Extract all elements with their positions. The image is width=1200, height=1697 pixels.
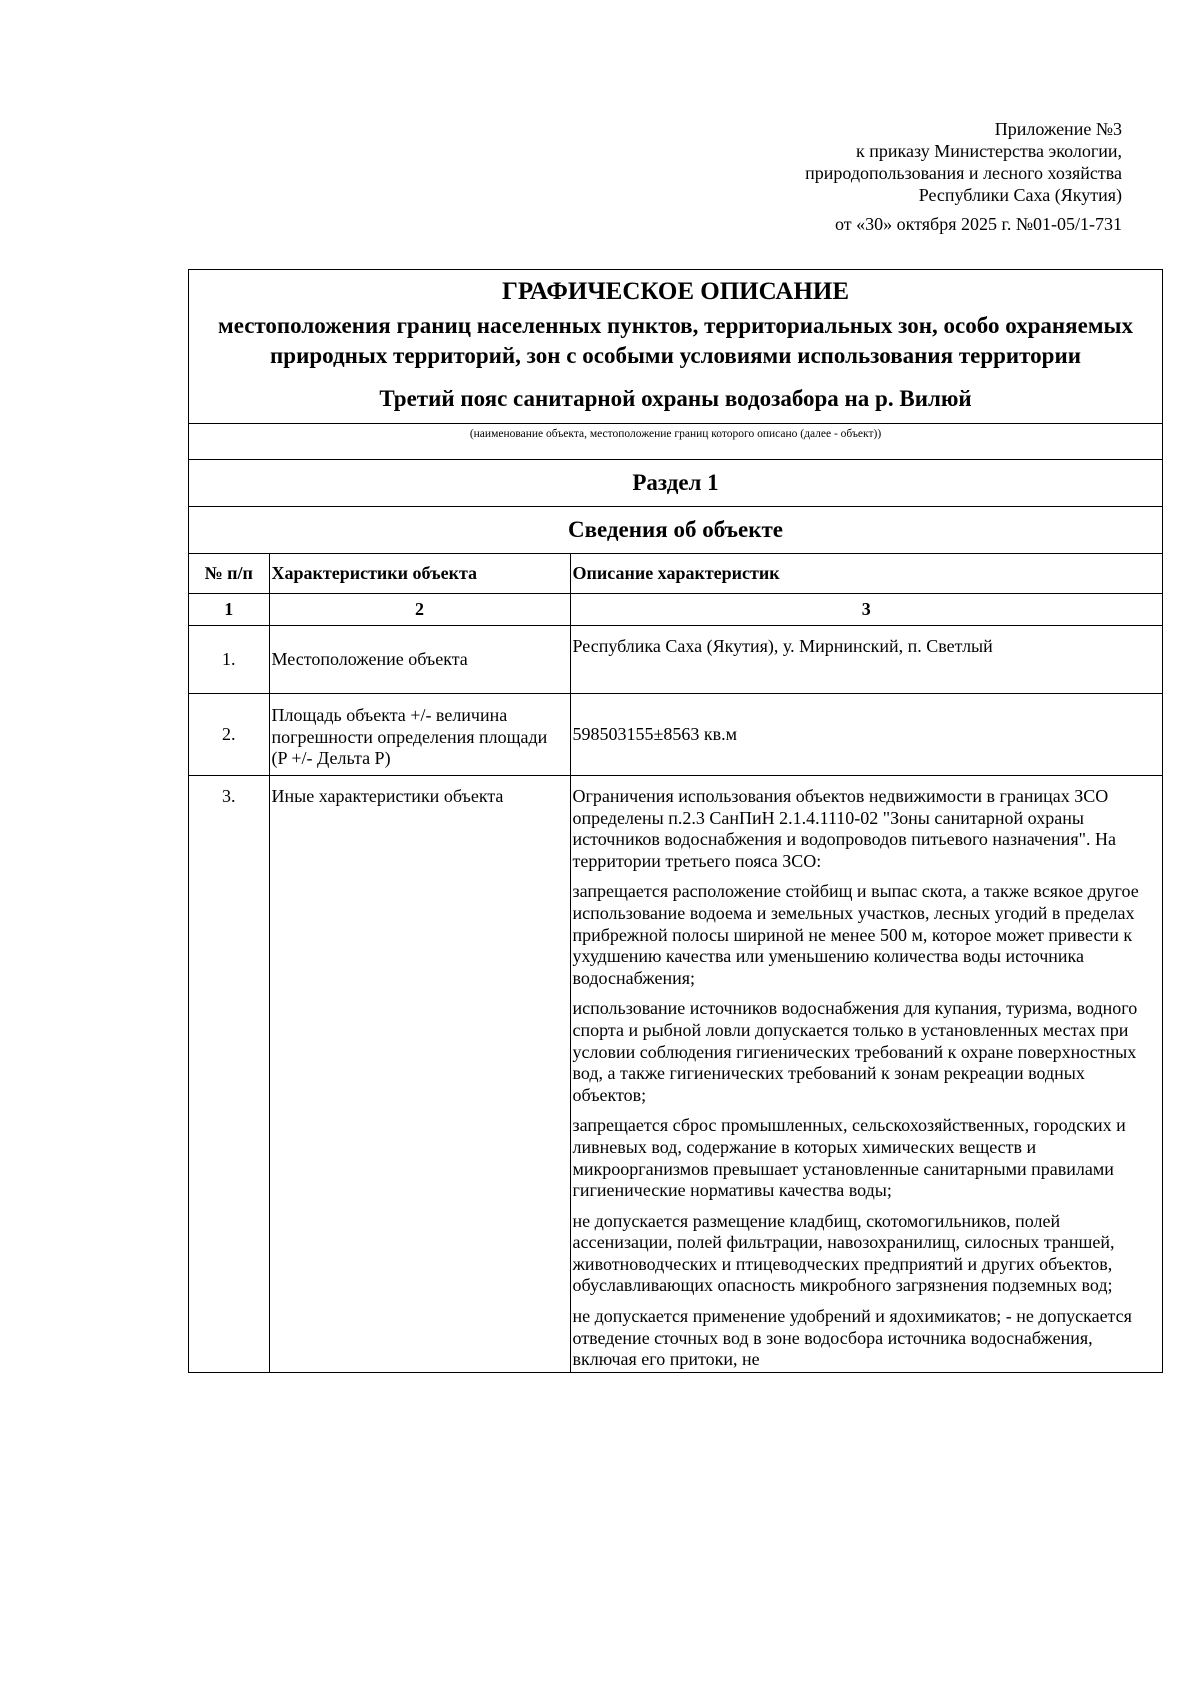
table-header-row [189,554,1162,594]
title-block [189,270,1162,423]
description-paragraph: Республика Саха (Якутия), у. Мирнинский, п. Светлый [572,636,993,656]
row-number: 1. [189,626,269,694]
column-header-number: № п/п [189,554,269,594]
column-header-characteristic: Характеристики объекта [269,554,570,594]
description-paragraph: 598503155±8563 кв.м [572,723,738,744]
document-title: ГРАФИЧЕСКОЕ ОПИСАНИЕ [501,278,850,305]
document-frame [188,269,1163,1373]
republic-name: Республики Саха (Якутия) [918,185,1122,205]
column-header-description: Описание характеристик [570,554,1162,594]
description-paragraph: Ограничения использования объектов недвижимости в границах ЗСО определены п.2.3 СанПиН 2.1.4.1110-02 "Зоны санитарной охраны источников водоснабжения и водопроводов питьевого назначения". На территории третьего пояса ЗСО: [572,786,1116,871]
appendix-header [662,118,1122,235]
table-row [189,626,1162,694]
column-number: 2 [269,594,570,626]
order-date-number: от «30» октября 2025 г. №01-05/1-731 [835,214,1122,234]
description-paragraph: не допускается размещение кладбищ, скотомогильников, полей ассенизации, полей фильтрации, навозохранилищ, силосных траншей, животноводческих и птицеводческих предприятий и других объектов, обуславливающих опасность микробного загрязнения подземных вод; [572,1210,1115,1296]
description-paragraph: запрещается сброс промышленных, сельскохозяйственных, городских и ливневых вод, содержание в которых химических веществ и микроорганизмов превышает установленные санитарными правилами гигиенические нормативы качества воды; [572,1115,1126,1201]
description-paragraph: не допускается применение удобрений и ядохимикатов; - не допускается отведение сточных вод в зоне водосбора источника водоснабжения, включая его притоки, не [572,1306,1132,1370]
table-row [189,776,1162,1372]
row-description [570,776,1162,1372]
description-paragraph: запрещается расположение стойбищ и выпас скота, а также всякое другое использование водоема и земельных участков, лесных угодий в пределах прибрежной полосы шириной не менее 500 м, которое может привести к ухудшению качества или уменьшению количества воды источника водоснабжения; [572,881,1139,988]
table-row [189,694,1162,776]
object-info-table [189,553,1162,1372]
row-description [570,626,1162,694]
row-description [570,694,1162,776]
section-heading: Сведения об объекте [189,506,1162,553]
row-number: 2. [189,694,269,776]
row-characteristic: Местоположение объекта [269,626,570,694]
row-characteristic: Иные характеристики объекта [269,776,570,1372]
ministry-name: природопользования и лесного хозяйства [805,163,1122,183]
document-subtitle: местоположения границ населенных пунктов, территориальных зон, особо охраняемых природных территорий, зон с особыми условиями использования территории [218,313,1133,368]
row-number: 3. [189,776,269,1372]
column-number: 3 [570,594,1162,626]
caption-box [189,423,1162,459]
column-number: 1 [189,594,269,626]
description-paragraph: использование источников водоснабжения для купания, туризма, водного спорта и рыбной ловли допускается только в установленных местах при условии соблюдения гигиенических требований к охране поверхностных вод, а также гигиенических требований к зонам рекреации водных объектов; [572,998,1138,1105]
appendix-number: Приложение №3 [994,119,1122,139]
order-reference: к приказу Министерства экологии, [855,141,1122,161]
column-number-row [189,594,1162,626]
object-name: Третий пояс санитарной охраны водозабора на р. Вилюй [379,386,972,411]
row-characteristic: Площадь объекта +/- величина погрешности определения площади (P +/- Дельта P) [269,694,570,776]
object-caption: (наименование объекта, местоположение границ которого описано (далее - объект)) [469,428,882,440]
section-label: Раздел 1 [189,459,1162,506]
